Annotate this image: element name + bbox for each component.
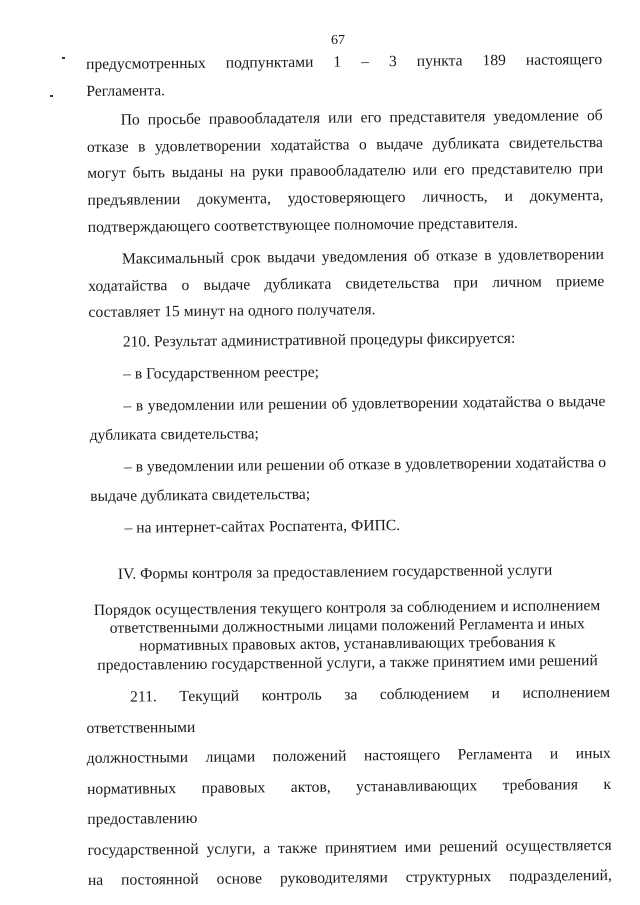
scan-speck bbox=[62, 57, 65, 59]
list-item-approval-notice: – в уведомлении или решении об удовлетворении ходатайства о выдаче дубликата свидетельства; bbox=[89, 392, 606, 444]
paragraph-continuation-end: Регламента. bbox=[86, 81, 166, 100]
paragraph-max-time: Максимальный срок выдачи уведомления об отказе в удовлетворении ходатайства о выдаче дубликата свидетельства при личном приеме составляет 15 минут на одного получателя. bbox=[88, 246, 605, 322]
list-item-refusal-notice: – в уведомлении или решении об отказе в удовлетворении ходатайства о выдаче дубликата свидетельства; bbox=[90, 453, 607, 505]
list-item-websites: – на интернет-сайтах Роспатента, ФИПС. bbox=[124, 516, 401, 537]
page-number: 67 bbox=[331, 33, 345, 48]
paragraph-211-line: должностными лицами положений настоящего Регламента и иных bbox=[86, 744, 611, 767]
paragraph-211-line: нормативных правовых актов, устанавливающих требования к предоставлению bbox=[86, 775, 612, 828]
paragraph-continuation-line: предусмотренных подпунктами 1 – 3 пункта 189 настоящего bbox=[86, 51, 603, 73]
paragraph-210: 210. Результат административной процедуры фиксируется: bbox=[122, 329, 516, 351]
paragraph-211-line: государственной услуги, а также принятием ими решений осуществляется bbox=[87, 836, 612, 859]
paragraph-issue-on-request: По просьбе правообладателя или его представителя уведомление об отказе в удовлетворении ходатайства о выдаче дубликата свидетельства могут быть выданы на руки правообладателю или его представителю при предъявлении документа, удостоверяющего личность, и документа, подтверждающего соответствующее полномочие представителя. bbox=[86, 107, 604, 236]
section-heading: IV. Формы контроля за предоставлением государственной услуги bbox=[117, 561, 553, 583]
paragraph-211-line: 211. Текущий контроль за соблюдением и исполнением ответственными bbox=[86, 683, 611, 737]
scan-speck bbox=[50, 95, 53, 97]
paragraph-211 bbox=[86, 678, 612, 897]
body-text-upper bbox=[86, 47, 607, 542]
sub-heading: Порядок осуществления текущего контроля за соблюдением и исполнением ответственными должностными лицами положений Регламента и иных нормативных правовых актов, устанавливающих требования к предоставлению государственной услуги, а также принятием ими решений bbox=[93, 597, 601, 674]
body-text-lower bbox=[86, 678, 612, 897]
list-item-state-registry: – в Государственном реестре; bbox=[123, 363, 320, 383]
paragraph-211-line: на постоянной основе руководителями структурных подразделений, bbox=[87, 866, 612, 889]
